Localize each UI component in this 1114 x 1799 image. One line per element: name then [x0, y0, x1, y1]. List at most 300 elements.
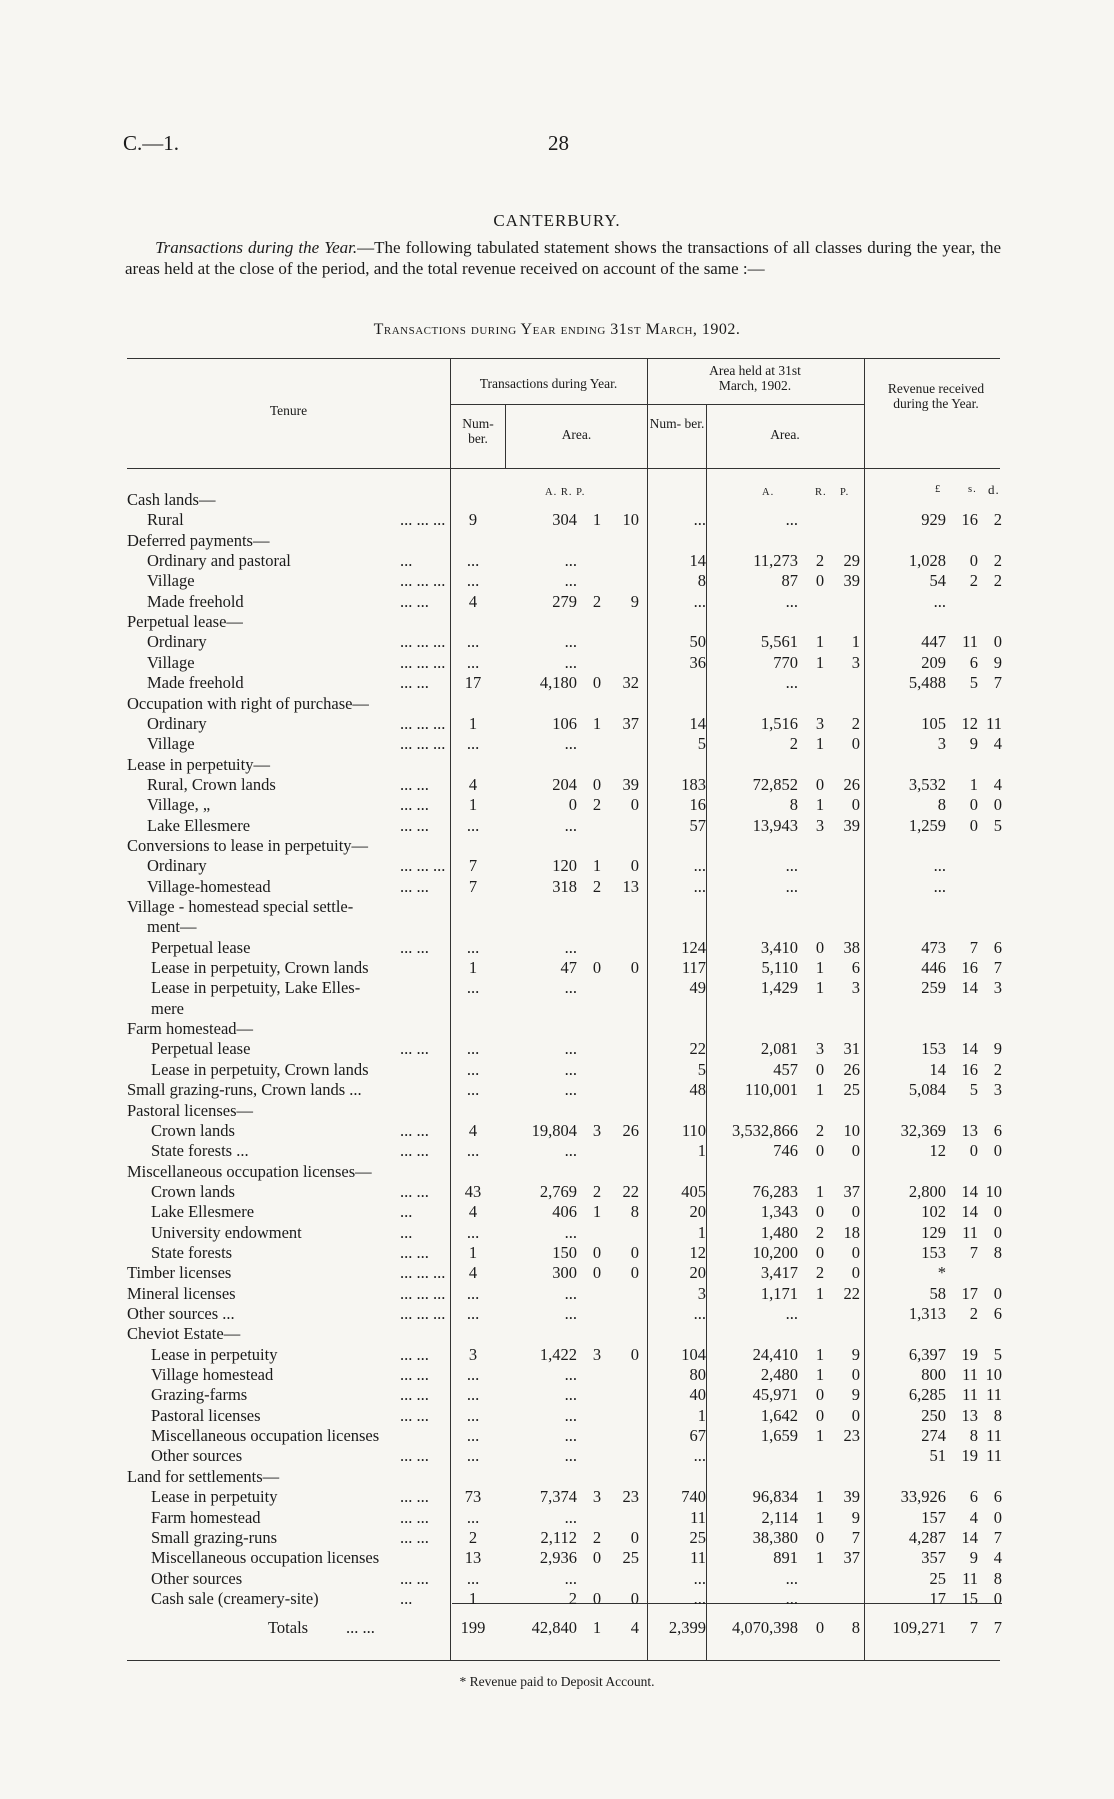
- held-number: 36: [689, 652, 706, 672]
- revenue-pounds: 8: [937, 795, 946, 815]
- row-label: Village-homestead: [147, 876, 271, 896]
- held-acres: ...: [785, 1304, 798, 1323]
- trans-perches: 8: [630, 1202, 639, 1222]
- header-trans-number: Num- ber.: [462, 416, 494, 446]
- held-perches: 22: [843, 1283, 860, 1303]
- held-roods: 1: [815, 1426, 825, 1446]
- revenue-pounds: 6,285: [908, 1385, 946, 1405]
- held-perches: 26: [843, 1059, 860, 1079]
- row-dots: ... ... ...: [400, 1263, 446, 1283]
- row-label: Lease in perpetuity—: [127, 754, 270, 774]
- row-label: Pastoral licenses—: [127, 1100, 254, 1120]
- row-label: Grazing-farms: [151, 1385, 248, 1405]
- trans-acres: 7,374: [539, 1487, 577, 1507]
- revenue-shillings: 9: [969, 734, 978, 754]
- row-label: Lake Ellesmere: [147, 815, 251, 835]
- revenue-pounds: 33,926: [900, 1487, 946, 1507]
- revenue-shillings: 11: [962, 1222, 978, 1242]
- totals-trans-roods: 1: [592, 1618, 602, 1637]
- held-acres: 1,343: [760, 1202, 798, 1222]
- trans-roods: 2: [592, 591, 602, 611]
- totals-trans-acres: 42,840: [531, 1618, 577, 1637]
- trans-acres: ...: [564, 1426, 577, 1446]
- trans-number: ...: [466, 1059, 480, 1079]
- revenue-pence: 0: [993, 795, 1002, 815]
- table-row: [0, 734, 1114, 754]
- held-number: 11: [690, 1507, 706, 1527]
- revenue-pounds: 800: [921, 1365, 946, 1385]
- table-row: [0, 1243, 1114, 1263]
- revenue-pounds: 2,800: [908, 1181, 946, 1201]
- held-number: 5: [697, 734, 706, 754]
- held-roods: 0: [815, 937, 825, 957]
- row-label: Farm homestead—: [127, 1019, 254, 1039]
- trans-perches: 22: [622, 1181, 639, 1201]
- row-label: Village: [147, 734, 195, 754]
- held-acres: ...: [785, 1568, 798, 1588]
- revenue-pounds: 102: [921, 1202, 946, 1222]
- table-row: [0, 755, 1114, 775]
- held-roods: 0: [815, 1202, 825, 1222]
- revenue-pounds: 153: [921, 1242, 946, 1262]
- row-dots: ... ...: [400, 591, 429, 611]
- revenue-pounds: 129: [921, 1222, 946, 1242]
- held-acres: 8: [789, 795, 798, 815]
- held-number: 50: [689, 632, 706, 652]
- revenue-pence: 8: [993, 1405, 1002, 1425]
- table-row: [0, 1426, 1114, 1446]
- revenue-pounds: 153: [921, 1039, 946, 1059]
- table-row: [0, 938, 1114, 958]
- row-label: Conversions to lease in perpetuity—: [127, 835, 369, 855]
- units-pounds: £: [935, 484, 942, 495]
- revenue-pence: 8: [993, 1242, 1002, 1262]
- table-row: [0, 816, 1114, 836]
- row-dots: ... ...: [400, 1039, 429, 1059]
- trans-acres: ...: [564, 1304, 577, 1323]
- header-held-area: Area.: [770, 427, 800, 442]
- revenue-pounds: 357: [921, 1548, 946, 1568]
- trans-perches: 13: [622, 876, 639, 896]
- row-dots: ... ...: [400, 1446, 429, 1466]
- row-label: Small grazing-runs, Crown lands ...: [127, 1080, 362, 1100]
- revenue-pounds: ...: [933, 876, 946, 896]
- trans-number: ...: [466, 1039, 480, 1059]
- trans-number: 7: [468, 856, 478, 876]
- held-number: 57: [689, 815, 706, 835]
- trans-acres: 318: [552, 876, 577, 896]
- held-perches: 18: [843, 1222, 860, 1242]
- trans-number: 1: [468, 1242, 478, 1262]
- held-roods: 1: [815, 978, 825, 998]
- row-dots: ... ...: [400, 1487, 429, 1507]
- table-row: [0, 1487, 1114, 1507]
- revenue-pence: 0: [993, 1588, 1002, 1608]
- held-perches: 39: [843, 815, 860, 835]
- totals-trans-perches: 4: [630, 1618, 639, 1637]
- held-number: 12: [689, 1242, 706, 1262]
- held-acres: 1,659: [760, 1426, 798, 1446]
- revenue-shillings: 13: [961, 1120, 978, 1140]
- row-label: Other sources ...: [127, 1304, 235, 1323]
- table-row: [0, 1141, 1114, 1161]
- totals-held-perches: 8: [851, 1618, 860, 1637]
- revenue-pence: 4: [993, 734, 1002, 754]
- held-perches: 7: [851, 1527, 860, 1547]
- trans-perches: 0: [630, 1527, 639, 1547]
- section-title: CANTERBURY.: [493, 211, 621, 230]
- units-shillings: s.: [968, 484, 977, 495]
- table-row: [0, 1528, 1114, 1548]
- held-number: 16: [689, 795, 706, 815]
- trans-roods: 0: [592, 1548, 602, 1568]
- row-dots: ... ... ...: [400, 734, 446, 754]
- trans-perches: 26: [622, 1120, 639, 1140]
- revenue-shillings: 12: [961, 713, 978, 733]
- trans-roods: 1: [592, 713, 602, 733]
- footnote: * Revenue paid to Deposit Account.: [459, 1674, 655, 1689]
- units-trans-area: A. R. P.: [545, 487, 586, 498]
- table-row: [0, 1162, 1114, 1182]
- trans-roods: 3: [592, 1344, 602, 1364]
- row-label: Land for settlements—: [127, 1466, 280, 1486]
- held-perches: 0: [851, 795, 860, 815]
- row-label: State forests ...: [151, 1141, 249, 1161]
- revenue-pence: 2: [993, 510, 1002, 530]
- held-acres: ...: [785, 876, 798, 896]
- units-held-acre: A.: [762, 487, 775, 498]
- held-roods: 1: [815, 1181, 825, 1201]
- revenue-shillings: 0: [969, 551, 978, 571]
- row-dots: ... ...: [400, 1507, 429, 1527]
- held-roods: 2: [815, 1222, 825, 1242]
- revenue-shillings: 5: [969, 1080, 978, 1100]
- revenue-pounds: 5,488: [908, 673, 946, 693]
- held-acres: 1,480: [760, 1222, 798, 1242]
- revenue-shillings: 14: [961, 1527, 978, 1547]
- trans-number: ...: [466, 937, 480, 957]
- row-label: Perpetual lease: [151, 1039, 251, 1059]
- revenue-pounds: ...: [933, 856, 946, 876]
- row-dots: ...: [400, 1588, 413, 1608]
- trans-acres: ...: [564, 1080, 577, 1100]
- trans-perches: 0: [630, 958, 639, 978]
- revenue-pounds: 259: [921, 978, 946, 998]
- table-row: [0, 1385, 1114, 1405]
- held-acres: 5,110: [761, 958, 798, 978]
- trans-acres: ...: [564, 1365, 577, 1385]
- trans-perches: 32: [622, 673, 639, 693]
- trans-perches: 37: [622, 713, 639, 733]
- trans-perches: 0: [630, 1263, 639, 1283]
- trans-roods: 0: [592, 774, 602, 794]
- table-row: [0, 612, 1114, 632]
- table-row: [0, 490, 1114, 510]
- intro-italic: Transactions during the Year.: [155, 238, 358, 257]
- table-row: [0, 1548, 1114, 1568]
- held-number: 124: [681, 937, 706, 957]
- table-row: [0, 836, 1114, 856]
- row-dots: ... ...: [400, 1242, 429, 1262]
- held-number: 1: [697, 1222, 706, 1242]
- trans-roods: 0: [592, 958, 602, 978]
- trans-number: ...: [466, 978, 480, 998]
- held-perches: 0: [851, 1242, 860, 1262]
- revenue-shillings: 7: [969, 1242, 978, 1262]
- held-roods: 0: [815, 1385, 825, 1405]
- revenue-pence: 0: [993, 1141, 1002, 1161]
- totals-trans-number: 199: [460, 1618, 486, 1637]
- held-perches: 0: [851, 1263, 860, 1283]
- held-acres: 11,273: [753, 551, 798, 571]
- held-perches: 1: [851, 632, 860, 652]
- header-transactions: Transactions during Year.: [479, 376, 618, 391]
- held-acres: 2,480: [760, 1365, 798, 1385]
- row-label: Village - homestead special settle-: [127, 897, 354, 916]
- trans-number: 4: [468, 774, 478, 794]
- table-row: [0, 1202, 1114, 1222]
- trans-roods: 0: [592, 1588, 602, 1608]
- revenue-pounds: 209: [921, 652, 946, 672]
- held-number: 3: [697, 1283, 706, 1303]
- table-row: [0, 1060, 1114, 1080]
- held-perches: 0: [851, 1405, 860, 1425]
- row-label: Ordinary: [147, 713, 207, 733]
- units-held-rood: R.: [815, 487, 827, 498]
- revenue-pence: 7: [993, 673, 1002, 693]
- trans-acres: ...: [564, 1059, 577, 1079]
- revenue-shillings: 6: [969, 1487, 978, 1507]
- trans-acres: ...: [564, 937, 577, 957]
- held-number: 1: [697, 1405, 706, 1425]
- trans-perches: 10: [622, 510, 639, 530]
- held-acres: ...: [785, 1588, 798, 1608]
- held-perches: 23: [843, 1426, 860, 1446]
- revenue-pounds: 1,028: [908, 551, 946, 571]
- revenue-pounds: 25: [929, 1568, 946, 1588]
- table-row: [0, 673, 1114, 693]
- held-perches: 29: [843, 551, 860, 571]
- trans-number: ...: [466, 1568, 480, 1588]
- revenue-shillings: 6: [969, 652, 978, 672]
- row-dots: ... ...: [400, 1344, 429, 1364]
- trans-acres: 0: [568, 795, 577, 815]
- revenue-pence: 0: [993, 1507, 1002, 1527]
- revenue-shillings: 14: [961, 1181, 978, 1201]
- row-label: University endowment: [151, 1222, 302, 1242]
- trans-roods: 2: [592, 795, 602, 815]
- trans-acres: ...: [564, 1507, 577, 1527]
- totals-revenue-pence: 7: [993, 1618, 1002, 1637]
- row-label: Rural: [147, 510, 184, 530]
- held-number: ...: [693, 1304, 706, 1323]
- held-number: 8: [697, 571, 706, 591]
- table-row: [0, 694, 1114, 714]
- held-acres: 1,516: [760, 713, 798, 733]
- held-acres: 5,561: [760, 632, 798, 652]
- table-row: [0, 1345, 1114, 1365]
- held-acres: 891: [773, 1548, 798, 1568]
- row-dots: ... ...: [400, 774, 429, 794]
- revenue-shillings: 0: [969, 795, 978, 815]
- row-dots: ... ... ...: [400, 652, 446, 672]
- held-perches: 37: [843, 1548, 860, 1568]
- row-label: Lake Ellesmere: [151, 1202, 255, 1222]
- trans-acres: ...: [564, 1568, 577, 1588]
- row-label: Farm homestead: [151, 1507, 261, 1527]
- table-row: [0, 571, 1114, 591]
- held-number: 183: [681, 774, 706, 794]
- revenue-shillings: 14: [961, 1202, 978, 1222]
- held-perches: 0: [851, 1365, 860, 1385]
- table-row: [0, 1406, 1114, 1426]
- held-number: 67: [689, 1426, 706, 1446]
- row-label: mere: [151, 998, 184, 1018]
- row-label: Ordinary and pastoral: [147, 551, 291, 571]
- trans-acres: ...: [564, 551, 577, 571]
- held-number: 49: [689, 978, 706, 998]
- held-roods: 1: [815, 1283, 825, 1303]
- revenue-pence: 6: [993, 1304, 1002, 1323]
- table-row: [0, 531, 1114, 551]
- held-perches: 9: [851, 1385, 860, 1405]
- held-roods: 0: [815, 1059, 825, 1079]
- row-dots: ... ...: [400, 1385, 429, 1405]
- held-acres: 110,001: [744, 1080, 798, 1100]
- trans-acres: ...: [564, 632, 577, 652]
- table-row: [0, 897, 1114, 917]
- trans-acres: 19,804: [531, 1120, 577, 1140]
- revenue-shillings: 14: [961, 978, 978, 998]
- row-dots: ... ... ...: [400, 1304, 446, 1323]
- revenue-pence: 6: [993, 1120, 1002, 1140]
- totals-held-roods: 0: [815, 1618, 825, 1637]
- revenue-pounds: 6,397: [908, 1344, 946, 1364]
- row-dots: ... ...: [400, 1527, 429, 1547]
- revenue-shillings: 8: [969, 1426, 978, 1446]
- revenue-pounds: 5,084: [908, 1080, 946, 1100]
- revenue-shillings: 16: [961, 958, 978, 978]
- held-number: 14: [689, 713, 706, 733]
- held-roods: 0: [815, 1527, 825, 1547]
- held-acres: 746: [773, 1141, 798, 1161]
- held-number: 11: [690, 1548, 706, 1568]
- row-dots: ... ... ...: [400, 510, 446, 530]
- table-row: [0, 1508, 1114, 1528]
- table-row: [0, 1569, 1114, 1589]
- trans-acres: 2: [568, 1588, 577, 1608]
- held-acres: 2: [789, 734, 798, 754]
- held-perches: 37: [843, 1181, 860, 1201]
- revenue-shillings: 17: [961, 1283, 978, 1303]
- page-number: 28: [548, 131, 569, 155]
- held-roods: 0: [815, 1141, 825, 1161]
- table-row: [0, 1080, 1114, 1100]
- held-acres: 770: [773, 652, 798, 672]
- revenue-shillings: 16: [961, 510, 978, 530]
- held-number: 110: [681, 1120, 706, 1140]
- held-number: 48: [689, 1080, 706, 1100]
- totals-revenue-shillings: 7: [969, 1618, 978, 1637]
- held-perches: 39: [843, 571, 860, 591]
- row-dots: ... ... ...: [400, 856, 446, 876]
- revenue-pounds: 51: [929, 1446, 946, 1466]
- held-number: ...: [693, 1446, 706, 1466]
- table-row: [0, 1223, 1114, 1243]
- revenue-shillings: 16: [961, 1059, 978, 1079]
- held-roods: 1: [815, 1080, 825, 1100]
- held-acres: ...: [785, 673, 798, 693]
- held-acres: 3,417: [760, 1263, 798, 1283]
- held-acres: 3,410: [760, 937, 798, 957]
- row-label: Village homestead: [151, 1365, 274, 1385]
- row-label: Crown lands: [151, 1181, 235, 1201]
- trans-roods: 0: [592, 673, 602, 693]
- trans-acres: 204: [552, 774, 577, 794]
- trans-acres: ...: [564, 1405, 577, 1425]
- row-dots: ... ...: [400, 815, 429, 835]
- trans-number: 4: [468, 1202, 478, 1222]
- trans-number: 4: [468, 1120, 478, 1140]
- totals-held-number: 2,399: [668, 1618, 706, 1637]
- table-row: [0, 592, 1114, 612]
- trans-acres: ...: [564, 978, 577, 998]
- trans-number: 9: [468, 510, 478, 530]
- trans-perches: 9: [630, 591, 639, 611]
- row-label: Crown lands: [151, 1120, 235, 1140]
- table-row: [0, 1039, 1114, 1059]
- table-row: [0, 1304, 1114, 1324]
- trans-acres: 106: [552, 713, 577, 733]
- held-number: ...: [693, 876, 706, 896]
- trans-number: ...: [466, 1365, 480, 1385]
- table-row: [0, 1101, 1114, 1121]
- table-row: [0, 1365, 1114, 1385]
- trans-roods: 1: [592, 510, 602, 530]
- trans-acres: ...: [564, 815, 577, 835]
- held-number: ...: [693, 510, 706, 530]
- trans-roods: 2: [592, 1527, 602, 1547]
- held-roods: 1: [815, 652, 825, 672]
- row-dots: ... ... ...: [400, 713, 446, 733]
- revenue-shillings: 11: [962, 1568, 978, 1588]
- revenue-pence: 5: [993, 1344, 1002, 1364]
- revenue-pence: 3: [993, 978, 1002, 998]
- row-label: Perpetual lease—: [127, 612, 243, 632]
- table-row: [0, 1324, 1114, 1344]
- held-number: ...: [693, 1568, 706, 1588]
- revenue-shillings: 2: [969, 571, 978, 591]
- revenue-shillings: 0: [969, 815, 978, 835]
- held-roods: 1: [815, 795, 825, 815]
- trans-perches: 0: [630, 1588, 639, 1608]
- held-perches: 25: [843, 1080, 860, 1100]
- held-perches: 9: [851, 1344, 860, 1364]
- revenue-shillings: 4: [969, 1507, 978, 1527]
- revenue-pence: 5: [993, 815, 1002, 835]
- revenue-pounds: 473: [921, 937, 946, 957]
- table-row: [0, 856, 1114, 876]
- revenue-pence: 10: [985, 1181, 1002, 1201]
- table-row: [0, 775, 1114, 795]
- held-number: 104: [681, 1344, 706, 1364]
- trans-acres: 1,422: [539, 1344, 577, 1364]
- trans-acres: 47: [560, 958, 577, 978]
- trans-number: ...: [466, 632, 480, 652]
- revenue-pence: 3: [993, 1080, 1002, 1100]
- row-dots: ... ... ...: [400, 1283, 446, 1303]
- revenue-pence: 6: [993, 937, 1002, 957]
